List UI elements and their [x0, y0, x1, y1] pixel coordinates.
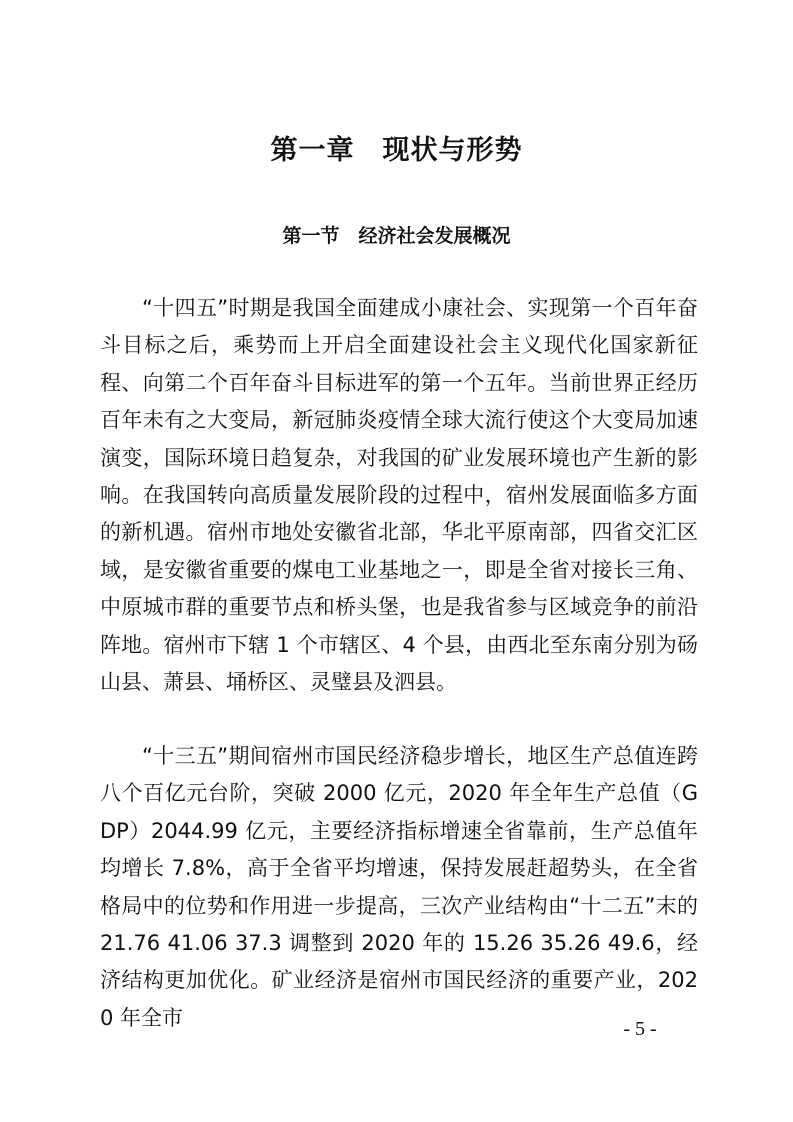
page-number: - 5 -	[623, 1018, 657, 1040]
body-paragraph: “十四五”时期是我国全面建成小康社会、实现第一个百年奋斗目标之后，乘势而上开启全面建设社会主义现代化国家新征程、向第二个百年奋斗目标进军的第一个五年。当前世界正经历百年未有之大变局，新冠肺炎疫情全球大流行使这个大变局加速演变，国际环境日趋复杂，对我国的矿业发展环境也产生新的影响。在我国转向高质量发展阶段的过程中，宿州发展面临多方面的新机遇。宿州市地处安徽省北部，华北平原南部，四省交汇区域，是安徽省重要的煤电工业基地之一，即是全省对接长三角、中原城市群的重要节点和桥头堡，也是我省参与区域竞争的前沿阵地。宿州市下辖 1 个市辖区、4 个县，由西北至东南分别为砀山县、萧县、埇桥区、灵璧县及泗县。	[100, 296, 698, 695]
section-title: 第一节 经济社会发展概况	[282, 225, 511, 247]
body-paragraph: “十三五”期间宿州市国民经济稳步增长，地区生产总值连跨八个百亿元台阶，突破 2000 亿元，2020 年全年生产总值（GDP）2044.99 亿元，主要经济指标增速全省靠前，生产总值年均增长 7.8%，高于全省平均增速，保持发展赶超势头，在全省格局中的位势和作用进一步提高，三次产业结构由“十二五”末的 21.76 41.06 37.3 调整到 2020 年的 15.26 35.26 49.6，经济结构更加优化。矿业经济是宿州市国民经济的重要产业，2020 年全市	[100, 744, 698, 1030]
chapter-title: 第一章 现状与形势	[270, 135, 523, 166]
